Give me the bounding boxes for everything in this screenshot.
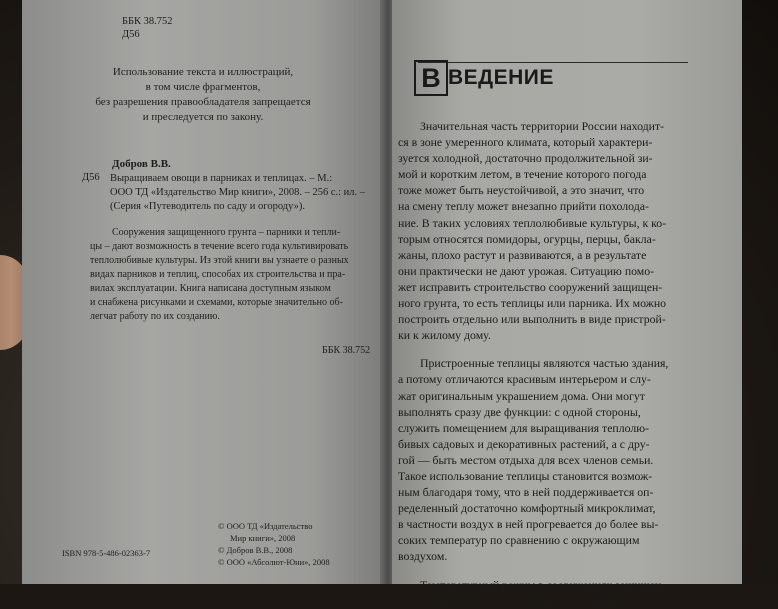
copyright-line: в том числе фрагментов,	[145, 81, 261, 93]
author-name: Добров В.В.	[112, 158, 171, 170]
copyright-line: и преследуется по закону.	[142, 111, 264, 123]
text-line: ного грунта может быть холодным, умеренным,	[398, 593, 639, 608]
text-line: а потому отличаются красивым интерьером и слу-	[398, 372, 651, 387]
chapter-rule	[418, 62, 688, 63]
text-line: Температурный режим в сооружениях защищен-	[420, 577, 666, 592]
body-text	[398, 118, 688, 609]
credit-line: Мир книги», 2008	[230, 533, 296, 543]
text-line: служить помещением для выращивания теплолю-	[398, 420, 650, 435]
text-line: ки к жилому дому.	[398, 328, 491, 343]
bibliographic-record	[110, 172, 365, 214]
copyright-credits	[218, 520, 330, 568]
copyright-line: без разрешения правообладателя запрещается	[95, 96, 311, 108]
text-line: Пристроенные теплицы являются частью здания,	[420, 356, 669, 371]
text-line: Такое использование теплицы становится возмож-	[398, 468, 653, 483]
bbk-code-bottom: ББК 38.752	[322, 345, 371, 356]
author-mark: Д56	[122, 29, 140, 40]
text-line: соких температур по сравнению с окружающим	[398, 533, 640, 548]
book-abstract	[90, 226, 380, 324]
abstract-line: теплолюбивые культуры. Из этой книги вы узнаете о разных	[90, 255, 349, 266]
abstract-line: цы – дают возможность в течение всего года культивировать	[90, 241, 349, 252]
biblio-line: Выращиваем овощи в парниках и теплицах. – М.:	[110, 173, 333, 184]
credit-line: © ООО ТД «Издательство	[218, 521, 313, 531]
isbn: ISBN 978-5-486-02363-7	[62, 548, 151, 558]
bbk-code-top	[122, 15, 173, 41]
text-line: воздухом.	[398, 549, 448, 564]
text-line: тоже может быть неустойчивой, а это значит, что	[398, 183, 645, 198]
text-line: бивых садовых и декоративных растений, а с дру-	[398, 436, 650, 451]
text-line: в частности воздух в ней прогревается до более вы-	[398, 517, 659, 532]
paragraph	[398, 577, 688, 609]
text-line: на смену теплу может внезапно прийти похолода-	[398, 199, 649, 214]
chapter-initial: В	[414, 60, 448, 96]
text-line: ного грунта, то есть теплицы или парника. Их можно	[398, 296, 667, 311]
text-line: жет исправить строительство сооружений защищен-	[398, 279, 663, 294]
biblio-line: (Серия «Путеводитель по саду и огороду»).	[110, 201, 306, 212]
text-line: построить отдельно или выполнить в виде пристрой-	[398, 312, 666, 327]
text-line: ным благодаря тому, что в ней поддерживается оп-	[398, 485, 654, 500]
biblio-line: ООО ТД «Издательство Мир книги», 2008. – 256 с.: ил. –	[110, 187, 366, 198]
bbk-number: ББК 38.752	[122, 16, 173, 27]
catalog-code: Д56	[82, 172, 100, 183]
credit-line: © ООО «Абсолют-Юни», 2008	[218, 557, 330, 567]
text-line: ся в зоне умеренного климата, который характери-	[398, 135, 653, 150]
text-line: ределенный достаточно комфортный микроклимат,	[398, 501, 656, 516]
left-page	[22, 0, 384, 584]
text-line: зуется холодной, достаточно продолжительной зи-	[398, 151, 653, 166]
text-line: гой — быть местом отдыха для всех членов семьи.	[398, 452, 654, 467]
credit-line: © Добров В.В., 2008	[218, 545, 293, 555]
abstract-line: Сооружения защищенного грунта – парники и тепли-	[112, 227, 341, 238]
abstract-line: и снабжена рисунками и схемами, которые значительно об-	[90, 297, 343, 308]
abstract-line: видах парников и теплиц, способах их строительства и пра-	[90, 269, 346, 280]
paragraph	[398, 118, 688, 343]
text-line: жат оригинальным украшением дома. Они могут	[398, 388, 645, 403]
copyright-line: Использование текста и иллюстраций,	[112, 66, 294, 78]
paragraph	[398, 355, 688, 564]
text-line: жаны, плохо растут и развиваются, а в результате	[398, 247, 647, 262]
abstract-line: вилах эксплуатации. Книга написана доступным языком	[90, 283, 331, 294]
text-line: выполнять сразу две функции: с одной стороны,	[398, 404, 641, 419]
text-line: ние. В таких условиях теплолюбивые культуры, к ко-	[398, 215, 667, 230]
text-line: торым относятся помидоры, огурцы, перцы, бакла-	[398, 231, 656, 246]
right-page	[392, 0, 742, 608]
abstract-line: легчат работу по их созданию.	[90, 311, 220, 322]
text-line: Значительная часть территории России находит-	[420, 119, 665, 133]
text-line: мой и коротким летом, в течение которого погода	[398, 167, 647, 182]
text-line: они практически не дают урожая. Ситуацию помо-	[398, 263, 655, 278]
copyright-notice	[22, 65, 384, 125]
chapter-title: ВЕДЕНИЕ	[448, 66, 554, 89]
